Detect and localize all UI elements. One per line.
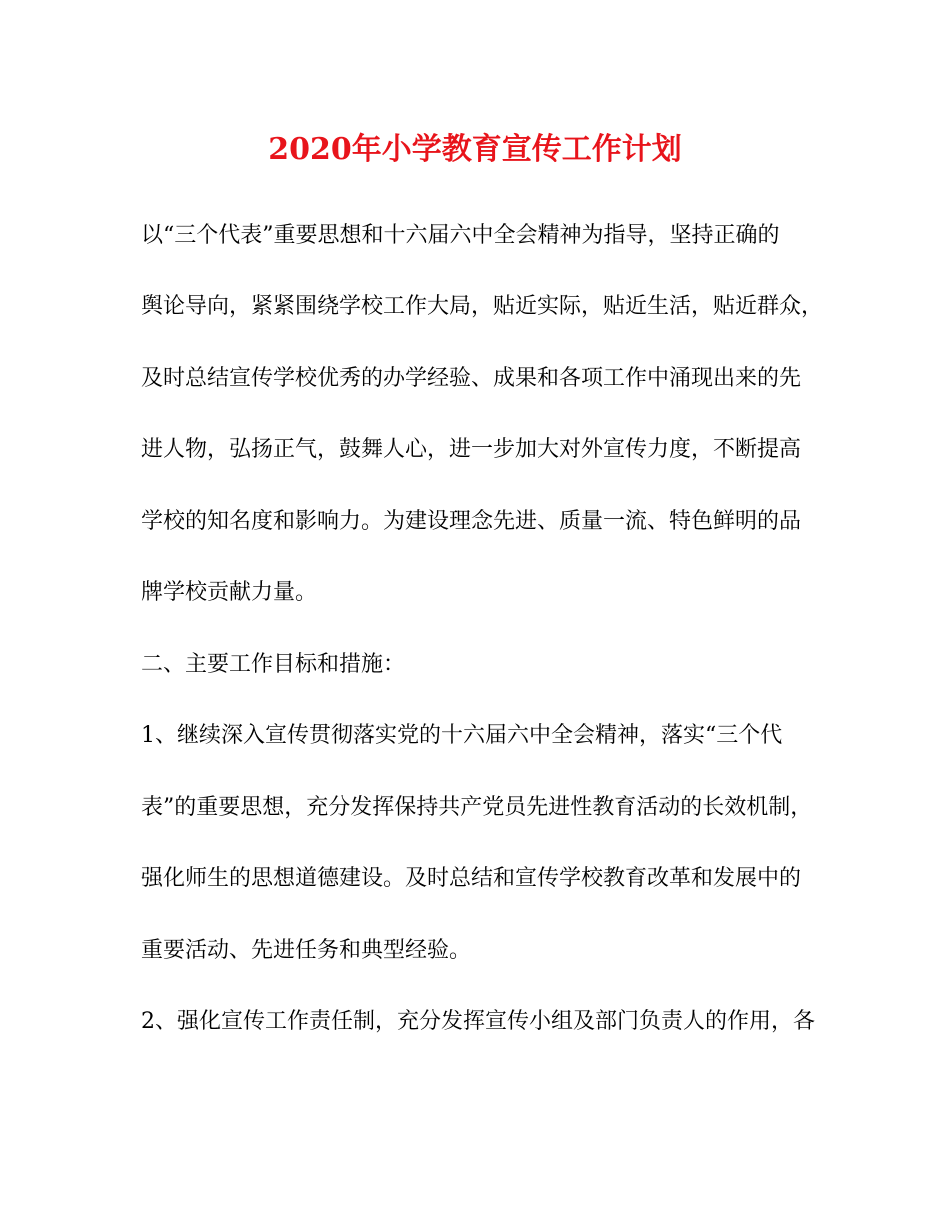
body-line-3: 及时总结宣传学校优秀的办学经验、成果和各项工作中涌现出来的先 bbox=[141, 366, 802, 391]
body-line-4: 进人物，弘扬正气，鼓舞人心，进一步加大对外宣传力度，不断提高 bbox=[141, 437, 802, 462]
body-line-1: 以“三个代表”重要思想和十六届六中全会精神为指导，坚持正确的 bbox=[141, 223, 780, 248]
body-line-11: 重要活动、先进任务和典型经验。 bbox=[141, 938, 472, 963]
body-line-6: 牌学校贡献力量。 bbox=[141, 580, 318, 605]
document-title: 2020年小学教育宣传工作计划 bbox=[268, 132, 682, 167]
body-line-2: 舆论导向，紧紧围绕学校工作大局，贴近实际，贴近生活，贴近群众， bbox=[141, 294, 824, 319]
body-line-5: 学校的知名度和影响力。为建设理念先进、质量一流、特色鲜明的品 bbox=[141, 509, 802, 534]
body-line-12: 2、强化宣传工作责任制，充分发挥宣传小组及部门负责人的作用，各 bbox=[141, 1009, 815, 1034]
section-heading: 二、主要工作目标和措施： bbox=[141, 652, 406, 677]
body-line-10: 强化师生的思想道德建设。及时总结和宣传学校教育改革和发展中的 bbox=[141, 866, 802, 891]
body-line-8: 1、继续深入宣传贯彻落实党的十六届六中全会精神，落实“三个代 bbox=[141, 723, 783, 748]
body-line-9: 表”的重要思想，充分发挥保持共产党员先进性教育活动的长效机制， bbox=[141, 795, 813, 820]
